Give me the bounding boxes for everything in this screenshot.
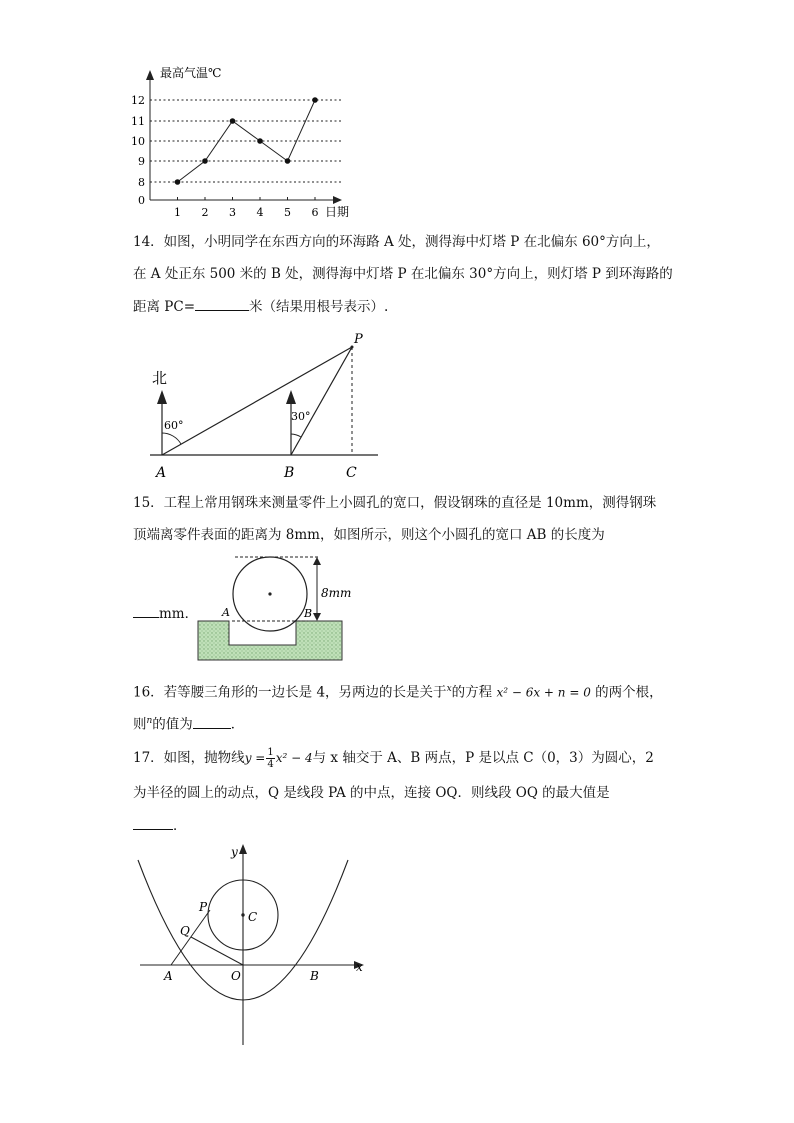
angle-60-label: 60°: [164, 419, 184, 432]
q17-text-a: 17．如图，抛物线: [133, 750, 245, 766]
q15-steel-ball-figure: [195, 552, 355, 664]
q14-answer-blank[interactable]: [195, 297, 249, 311]
x-tick-4: 4: [256, 206, 264, 219]
y-axis-label: y: [231, 845, 238, 859]
point-q-label: Q: [180, 924, 190, 938]
q17-eq-y: y =: [244, 751, 266, 765]
q16-text-c: 的两个根，: [595, 684, 663, 701]
y-axis-title: 最高气温℃: [160, 66, 222, 80]
y-tick-9: 9: [138, 155, 145, 168]
q17-line2: 为半径的圆上的动点，Q 是线段 PA 的中点，连接 OQ．则线段 OQ 的最大值是: [133, 785, 610, 801]
point-b-label: B: [304, 607, 313, 620]
q16-equation: x² − 6x + n = 0: [496, 685, 591, 700]
x-tick-6: 6: [311, 206, 319, 219]
q16-text-f: ．: [230, 716, 245, 733]
q15-line2: 顶端离零件表面的距离为 8mm，如图所示，则这个小圆孔的宽口 AB 的长度为: [133, 527, 605, 543]
q17-line1: [133, 747, 654, 770]
point-p-label: P: [199, 900, 208, 914]
q17-frac-num: 1: [267, 747, 274, 758]
q16-line1: [133, 680, 663, 702]
x-axis-arrow: [333, 196, 342, 204]
q17-frac-den: 4: [267, 759, 274, 770]
q15-answer-blank[interactable]: [133, 604, 159, 618]
north-label: 北: [152, 369, 168, 387]
q17-eq-rest: x² − 4: [275, 751, 313, 765]
point-c-label: C: [346, 465, 357, 481]
point-b-label: B: [310, 969, 319, 983]
q17-text-b: 与 x 轴交于 A、B 两点，P 是以点 C（0，3）为圆心，2: [312, 750, 654, 766]
temperature-line-chart: [120, 58, 370, 223]
data-point-1: [175, 179, 181, 185]
point-c-label: C: [248, 910, 258, 924]
x-axis-label: x: [356, 960, 363, 974]
q14-line2: 在 A 处正东 500 米的 B 处，测得海中灯塔 P 在北偏东 30°方向上，则灯塔 P 到环海路的: [133, 266, 673, 282]
data-point-2: [202, 158, 208, 164]
q15-line1: 15．工程上常用钢珠来测量零件上小圆孔的宽口，假设钢珠的直径是 10mm，测得钢珠: [133, 495, 657, 511]
x-tick-5: 5: [284, 206, 291, 219]
x-tick-3: 3: [229, 206, 236, 219]
q15-line3: [133, 604, 198, 623]
q17-fraction: [266, 747, 274, 770]
q17-parabola-figure: [128, 840, 378, 1050]
data-point-4: [257, 138, 263, 144]
q17-answer-blank[interactable]: [133, 816, 173, 830]
point-a-label: A: [156, 465, 167, 481]
data-point-5: [285, 158, 291, 164]
data-point-3: [230, 118, 236, 124]
data-point-6: [312, 97, 318, 103]
y-tick-0: 0: [138, 194, 145, 207]
point-a-label: A: [222, 606, 230, 619]
q16-answer-blank[interactable]: [193, 715, 231, 729]
y-tick-11: 11: [131, 115, 145, 128]
y-tick-12: 12: [131, 94, 145, 107]
q16-var-n: n: [146, 716, 153, 726]
x-tick-1: 1: [174, 206, 181, 219]
y-axis-arrow: [146, 70, 154, 80]
q14-lighthouse-figure: [140, 330, 400, 485]
angle-30-label: 30°: [291, 410, 311, 423]
height-8mm-label: 8mm: [321, 586, 352, 600]
q14-line3-suffix: 米（结果用根号表示）.: [249, 299, 389, 315]
q15-unit: mm．: [159, 606, 199, 622]
q16-text-d: 则: [133, 716, 147, 733]
q16-text-a: 16．若等腰三角形的一边长是 4，另两边的长是关于: [133, 684, 447, 701]
y-tick-10: 10: [131, 135, 145, 148]
point-b-label: B: [284, 465, 295, 481]
q17-line3: [133, 816, 187, 835]
q17-text-end: ．: [173, 818, 187, 834]
q14-line3-prefix: 距离 PC=: [133, 299, 196, 315]
x-tick-2: 2: [201, 206, 209, 219]
point-p-label: P: [354, 332, 363, 347]
q14-line3: [133, 297, 388, 316]
y-tick-8: 8: [138, 176, 145, 189]
q16-var-x: x: [446, 684, 452, 694]
point-o-label: O: [231, 969, 241, 983]
point-a-label: A: [164, 969, 173, 983]
q16-line2: [133, 712, 244, 734]
q16-text-b: 的方程: [451, 684, 493, 701]
q14-line1: 14．如图，小明同学在东西方向的环海路 A 处，测得海中灯塔 P 在北偏东 60°方向上，: [133, 234, 660, 250]
q16-text-e: 的值为: [152, 716, 193, 733]
x-axis-title: 日期: [325, 205, 350, 219]
